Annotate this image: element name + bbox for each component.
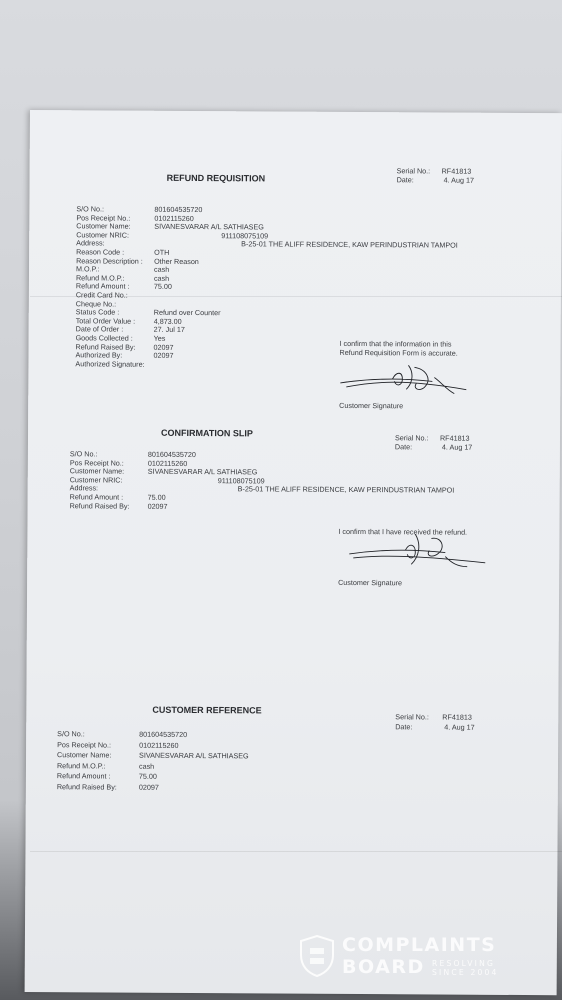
confirmation-date-value: 4. Aug 17 — [441, 442, 473, 452]
nric-value: 911108075109 — [221, 230, 269, 241]
customer-ref-serial-label: Serial No.: — [395, 712, 429, 722]
field-value: Yes — [153, 333, 166, 343]
field-label: Total Order Value : — [75, 316, 136, 326]
customer-ref-serial-value: RF41813 — [442, 712, 472, 722]
field-value: 02097 — [138, 782, 159, 792]
address-value: B-25-01 THE ALIFF RESIDENCE, KAW PERINDUSTRIAN TAMPOI — [237, 484, 455, 495]
field-value: 02097 — [153, 342, 174, 352]
refund-confirm-line2: Refund Requisition Form is accurate. — [339, 347, 458, 358]
field-label: Refund Raised By: — [56, 781, 117, 792]
field-value: 0102115260 — [147, 458, 188, 468]
customer-ref-date-value: 4. Aug 17 — [444, 722, 475, 732]
field-label: Pos Receipt No.: — [57, 739, 112, 750]
field-label: Refund Amount : — [69, 492, 124, 502]
field-value: 801604535720 — [154, 204, 203, 215]
field-value: 801604535720 — [147, 449, 196, 460]
field-label: Address: — [69, 483, 99, 493]
field-value: 801604535720 — [139, 729, 188, 739]
field-label: Customer Name: — [69, 466, 125, 476]
paper-fold — [30, 851, 562, 852]
field-value: cash — [153, 273, 170, 283]
complaints-board-watermark — [300, 935, 520, 980]
field-label: Reason Code : — [76, 247, 125, 257]
address-value: B-25-01 THE ALIFF RESIDENCE, KAW PERINDUSTRIAN TAMPOI — [241, 239, 458, 251]
field-value: 27. Jul 17 — [153, 325, 185, 335]
refund-serial-value: RF41813 — [441, 166, 472, 176]
field-label: S/O No.: — [76, 204, 104, 214]
refund-document — [25, 110, 562, 995]
field-label: Date of Order : — [75, 324, 124, 334]
field-value: Other Reason — [154, 256, 199, 266]
field-label: Address: — [76, 238, 105, 248]
field-label: Authorized By: — [75, 350, 123, 360]
customer-ref-date-label: Date: — [395, 722, 413, 732]
confirmation-serial-label: Serial No.: — [394, 433, 429, 443]
watermark-line2: BOARD — [342, 956, 425, 978]
field-label: Customer NRIC: — [76, 230, 129, 240]
field-value: Refund over Counter — [153, 307, 221, 318]
field-label: Status Code : — [75, 307, 120, 317]
refund-date-label: Date: — [396, 175, 414, 185]
refund-serial-label: Serial No.: — [396, 166, 431, 176]
field-label: Refund Amount : — [75, 281, 130, 292]
field-value: cash — [138, 761, 155, 771]
field-label: S/O No.: — [57, 729, 85, 739]
field-label: Customer Name: — [57, 750, 112, 760]
field-value: SIVANESVARAR A/L SATHIASEG — [139, 750, 249, 761]
field-label: Pos Receipt No.: — [69, 457, 124, 468]
field-label: Customer Name: — [76, 221, 131, 231]
nric-value: 911108075109 — [217, 475, 265, 486]
confirmation-date-label: Date: — [394, 442, 413, 452]
field-value: 0102115260 — [154, 213, 194, 223]
field-value: SIVANESVARAR A/L SATHIASEG — [147, 466, 258, 477]
field-label: Refund M.O.P.: — [56, 760, 106, 770]
confirmation-title: CONFIRMATION SLIP — [161, 427, 253, 439]
field-value: OTH — [154, 247, 170, 257]
field-label: Refund Raised By: — [75, 341, 136, 352]
refund-signature — [336, 359, 476, 405]
shield-icon — [300, 935, 334, 982]
watermark-tag2: SINCE 2004 — [432, 968, 499, 977]
refund-title: REFUND REQUISITION — [166, 172, 266, 184]
field-value: 75.00 — [153, 282, 172, 292]
field-label: Authorized Signature: — [75, 359, 145, 369]
confirmation-signature-label: Customer Signature — [338, 577, 403, 588]
confirmation-confirm-line: I confirm that I have received the refund. — [338, 526, 468, 537]
field-value: 4,873.00 — [153, 316, 182, 326]
field-label: M.O.P.: — [76, 264, 100, 274]
watermark-line1: COMPLAINTS — [342, 934, 497, 956]
refund-confirm-line1: I confirm that the information in this — [339, 338, 452, 349]
field-label: Cheque No.: — [75, 298, 117, 309]
field-label: Reason Description : — [76, 255, 143, 266]
field-value: 02097 — [147, 501, 168, 511]
field-label: Credit Card No.: — [75, 290, 128, 300]
field-value: 02097 — [153, 350, 174, 361]
field-value: 75.00 — [138, 771, 157, 781]
customer-ref-title: CUSTOMER REFERENCE — [152, 704, 262, 716]
confirmation-signature — [345, 532, 485, 578]
refund-date-value: 4. Aug 17 — [443, 175, 474, 185]
field-value: cash — [154, 264, 170, 275]
paper-fold — [30, 296, 562, 297]
field-value: 0102115260 — [139, 740, 179, 750]
field-label: Customer NRIC: — [69, 475, 123, 485]
watermark-tag1: RESOLVING — [432, 959, 496, 968]
field-label: Goods Collected : — [75, 333, 133, 343]
field-label: S/O No.: — [69, 449, 98, 459]
field-value: 75.00 — [147, 492, 166, 502]
field-label: Refund M.O.P.: — [75, 273, 125, 283]
confirmation-serial-value: RF41813 — [439, 433, 470, 443]
field-label: Refund Amount : — [56, 771, 111, 781]
field-label: Pos Receipt No.: — [76, 212, 131, 223]
field-label: Refund Raised By: — [69, 500, 130, 511]
field-value: SIVANESVARAR A/L SATHIASEG — [154, 221, 264, 232]
refund-signature-label: Customer Signature — [339, 400, 404, 411]
